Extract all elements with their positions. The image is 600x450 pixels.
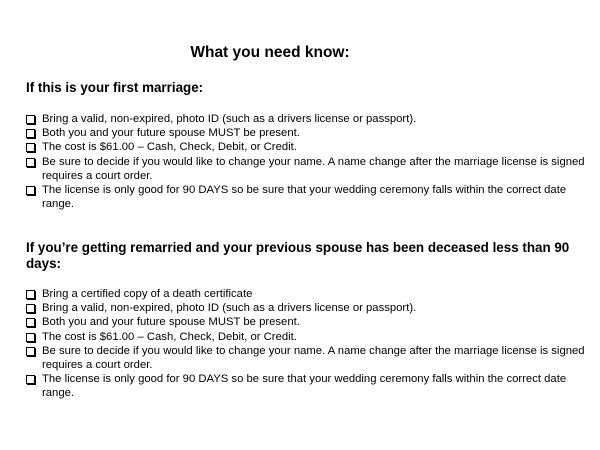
checkbox-icon bbox=[26, 290, 35, 299]
list-item bbox=[26, 301, 586, 315]
list-item-text: Bring a valid, non-expired, photo ID (such as a drivers license or passport). bbox=[42, 113, 417, 125]
checkbox-icon bbox=[26, 115, 35, 124]
list-item-text: The license is only good for 90 DAYS so be sure that your wedding ceremony falls within the correct date range. bbox=[42, 373, 567, 400]
checkbox-icon bbox=[26, 347, 35, 356]
list-item bbox=[26, 140, 586, 154]
section-heading-first-marriage: If this is your first marriage: bbox=[26, 80, 204, 95]
list-item bbox=[26, 155, 586, 183]
list-item-text: Bring a certified copy of a death certificate bbox=[42, 288, 253, 300]
section-heading-remarried: If you’re getting remarried and your previous spouse has been deceased less than 90 days: bbox=[26, 240, 570, 271]
list-item-text: The cost is $61.00 – Cash, Check, Debit, or Credit. bbox=[42, 141, 297, 154]
list-item-text: Bring a valid, non-expired, photo ID (such as a drivers license or passport). bbox=[42, 302, 417, 315]
checkbox-icon bbox=[26, 158, 35, 167]
checkbox-icon bbox=[26, 129, 35, 138]
checklist-first-marriage bbox=[26, 112, 586, 211]
list-item bbox=[26, 126, 586, 140]
document-title: What you need know: bbox=[190, 44, 350, 61]
checklist-remarried bbox=[26, 287, 586, 401]
list-item-text: Both you and your future spouse MUST be present. bbox=[42, 127, 300, 140]
list-item-text: Be sure to decide if you would like to change your name. A name change after the marriage license is signed requires a court order. bbox=[42, 344, 585, 372]
list-item bbox=[26, 330, 586, 344]
list-item-text: The cost is $61.00 – Cash, Check, Debit, or Credit. bbox=[42, 330, 297, 343]
checkbox-icon bbox=[26, 318, 35, 327]
list-item-text: The license is only good for 90 DAYS so be sure that your wedding ceremony falls within the correct date range. bbox=[42, 184, 567, 211]
list-item-text: Be sure to decide if you would like to change your name. A name change after the marriage license is signed requires a court order. bbox=[42, 155, 585, 182]
checkbox-icon bbox=[26, 375, 35, 384]
list-item bbox=[26, 344, 586, 372]
checkbox-icon bbox=[26, 304, 35, 313]
checkbox-icon bbox=[26, 143, 35, 152]
list-item bbox=[26, 183, 586, 211]
list-item bbox=[26, 287, 586, 301]
list-item bbox=[26, 112, 586, 126]
checkbox-icon bbox=[26, 186, 35, 195]
list-item-text: Both you and your future spouse MUST be present. bbox=[42, 316, 300, 329]
list-item bbox=[26, 372, 586, 400]
list-item bbox=[26, 315, 586, 329]
checkbox-icon bbox=[26, 333, 35, 342]
